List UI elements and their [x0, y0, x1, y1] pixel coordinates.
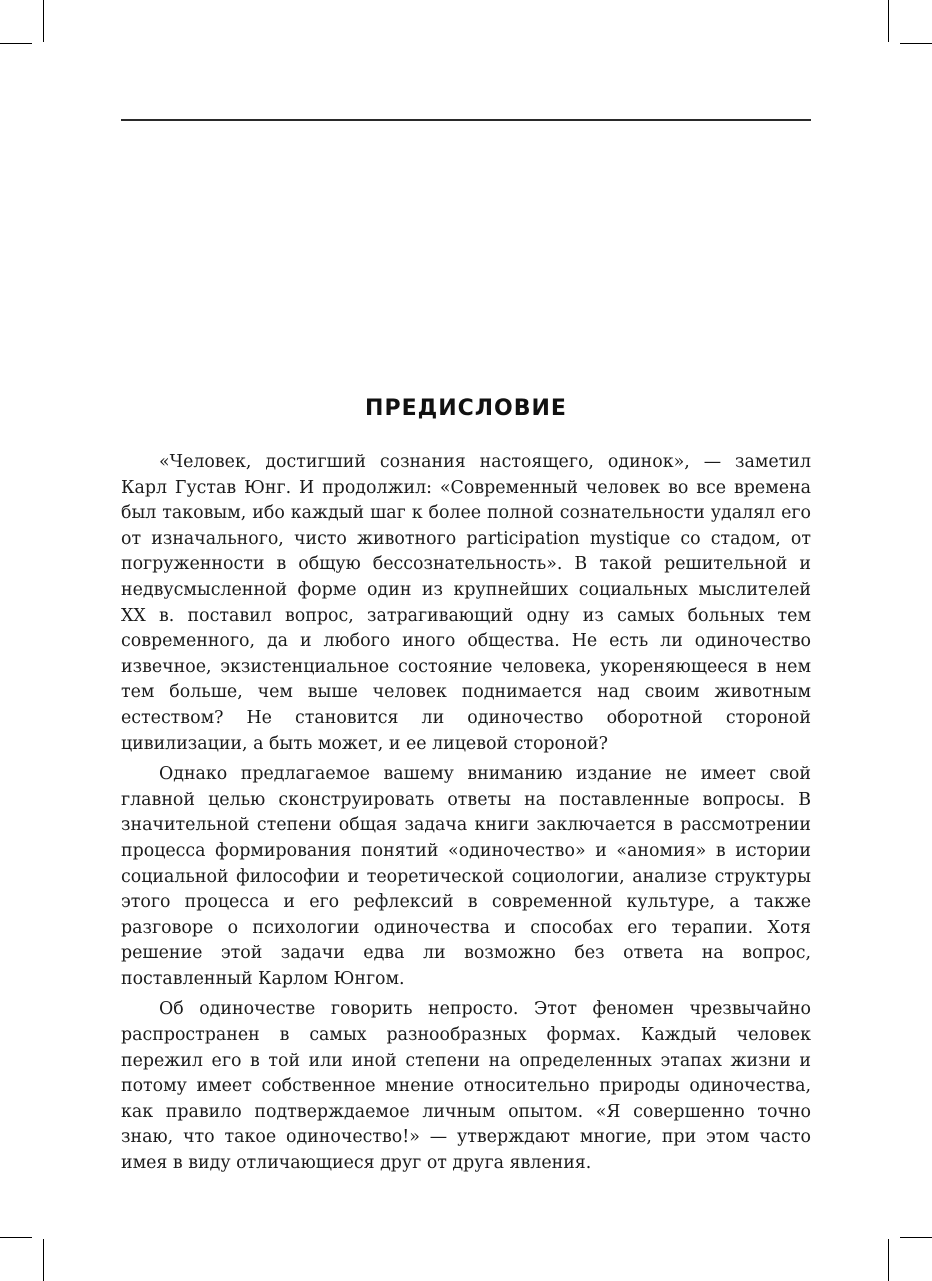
paragraph-2: Однако предлагаемое вашему вниманию издание не имеет свой главной целью сконструировать ответы на поставленные вопросы. В значительной степени общая задача книги заключается в рассмотрении процесса формирования понятий «одиночество» и «аномия» в истории социальной философии и теоретической социологии, анализе структуры этого процесса и его рефлексий в современной культуре, а также разговоре о психологии одиночества и способах его терапии. Хотя решение этой задачи едва ли возможно без ответа на вопрос, поставленный Карлом Юнгом. [121, 764, 811, 989]
paragraph-3: Об одиночестве говорить непросто. Этот феномен чрезвычайно распространен в самых разнообразных формах. Каждый человек пережил его в той или иной степени на определенных этапах жизни и потому имеет собственное мнение относительно природы одиночества, как правило подтверждаемое личным опытом. «Я совершенно точно знаю, что такое одиночество!» — утверждают многие, при этом часто имея в виду отличающиеся друг от друга явления. [121, 999, 811, 1174]
header-rule [121, 119, 811, 121]
crop-mark-top-left-h [0, 43, 32, 44]
crop-mark-top-right-h [900, 43, 932, 44]
crop-mark-bottom-right [888, 1239, 889, 1281]
crop-mark-top-left [43, 0, 44, 42]
crop-mark-bottom-right-h [900, 1237, 932, 1238]
crop-mark-bottom-left [43, 1239, 44, 1281]
crop-mark-top-right [888, 0, 889, 42]
crop-mark-bottom-left-h [0, 1237, 32, 1238]
chapter-title: ПРЕДИСЛОВИЕ [365, 396, 567, 421]
paragraph-1: «Человек, достигший сознания настоящего, одинок», — заметил Карл Густав Юнг. И продолжил: «Современный человек во все времена был таковым, ибо каждый шаг к более полной сознательности удалял его от изначального, чисто животного participation mystique со стадом, от погруженности в общую бессознательность». В такой решительной и недвусмысленной форме один из крупнейших социальных мыслителей XX в. поставил вопрос, затрагивающий одну из самых больных тем современного, да и любого иного общества. Не есть ли одиночество извечное, экзистенциальное состояние человека, укореняющееся в нем тем больше, чем выше человек поднимается над своим животным естеством? Не становится ли одиночество оборотной стороной цивилизации, а быть может, и ее лицевой стороной? [121, 452, 811, 754]
body-text [121, 450, 811, 1182]
